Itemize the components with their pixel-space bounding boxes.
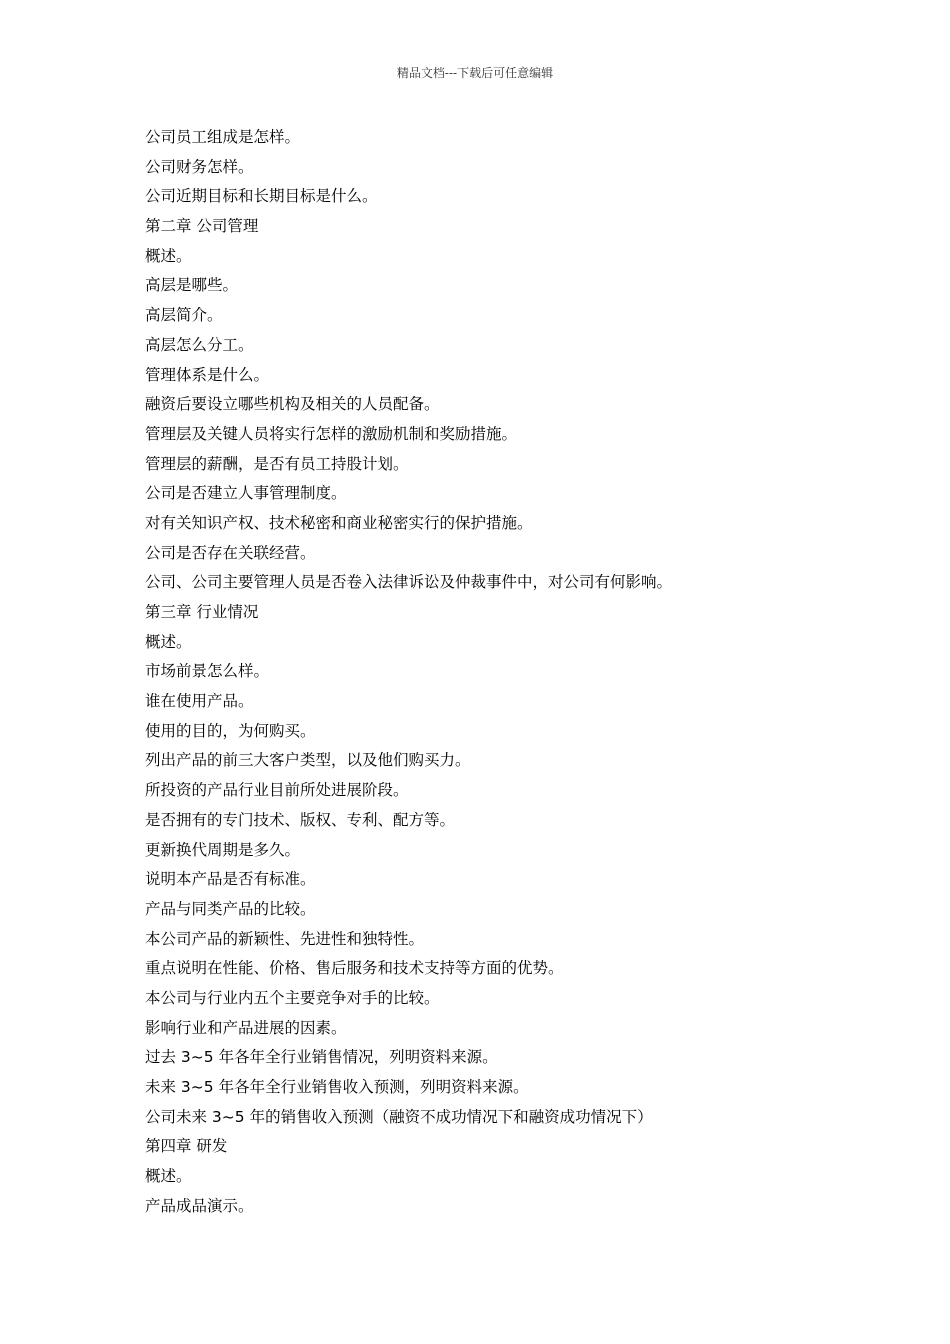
text-line: 本公司与行业内五个主要竞争对手的比较。 [145, 988, 440, 1007]
text-line: 产品与同类产品的比较。 [145, 899, 316, 918]
text-line: 公司近期目标和长期目标是什么。 [145, 187, 378, 206]
text-line: 本公司产品的新颖性、先进性和独特性。 [145, 929, 425, 948]
text-line: 更新换代周期是多久。 [145, 840, 301, 859]
text-line: 对有关知识产权、技术秘密和商业秘密实行的保护措施。 [145, 513, 533, 532]
chapter-heading: 第二章 公司管理 [145, 217, 259, 236]
text-line: 重点说明在性能、价格、售后服务和技术支持等方面的优势。 [145, 959, 564, 978]
text-line: 公司员工组成是怎样。 [145, 128, 301, 146]
text-line: 管理层及关键人员将实行怎样的激励机制和奖励措施。 [145, 424, 518, 443]
chapter-heading: 第四章 研发 [145, 1137, 228, 1156]
text-line: 概述。 [145, 632, 192, 651]
text-line: 概述。 [145, 246, 192, 265]
chapter-heading: 第三章 行业情况 [145, 603, 259, 621]
text-line: 过去 3~5 年各年全行业销售情况，列明资料来源。 [145, 1048, 498, 1067]
text-line: 融资后要设立哪些机构及相关的人员配备。 [145, 395, 440, 414]
text-line: 公司是否存在关联经营。 [145, 543, 316, 562]
document-body [145, 123, 905, 1221]
text-line: 列出产品的前三大客户类型，以及他们购买力。 [145, 751, 471, 770]
text-line: 未来 3~5 年各年全行业销售收入预测，列明资料来源。 [145, 1078, 529, 1096]
text-line: 使用的目的，为何购买。 [145, 721, 316, 740]
text-line: 公司、公司主要管理人员是否卷入法律诉讼及仲裁事件中，对公司有何影响。 [145, 573, 673, 592]
text-line: 公司未来 3~5 年的销售收入预测（融资不成功情况下和融资成功情况下） [145, 1107, 653, 1126]
text-line: 是否拥有的专门技术、版权、专利、配方等。 [145, 810, 456, 829]
text-line: 谁在使用产品。 [145, 692, 254, 711]
text-line: 概述。 [145, 1167, 192, 1186]
text-line: 管理体系是什么。 [145, 365, 270, 384]
text-line: 高层怎么分工。 [145, 335, 254, 354]
text-line: 高层是哪些。 [145, 276, 239, 295]
text-line: 影响行业和产品进展的因素。 [145, 1018, 347, 1037]
text-line: 所投资的产品行业目前所处进展阶段。 [145, 781, 409, 800]
text-line: 公司财务怎样。 [145, 157, 254, 176]
text-line: 公司是否建立人事管理制度。 [145, 484, 347, 503]
page-header: 精品文档---下载后可任意编辑 [396, 66, 554, 80]
text-line: 管理层的薪酬，是否有员工持股计划。 [145, 454, 409, 473]
text-line: 高层简介。 [145, 306, 223, 325]
text-line: 说明本产品是否有标准。 [145, 870, 316, 889]
text-line: 产品成品演示。 [145, 1196, 254, 1215]
text-line: 市场前景怎么样。 [145, 662, 270, 681]
